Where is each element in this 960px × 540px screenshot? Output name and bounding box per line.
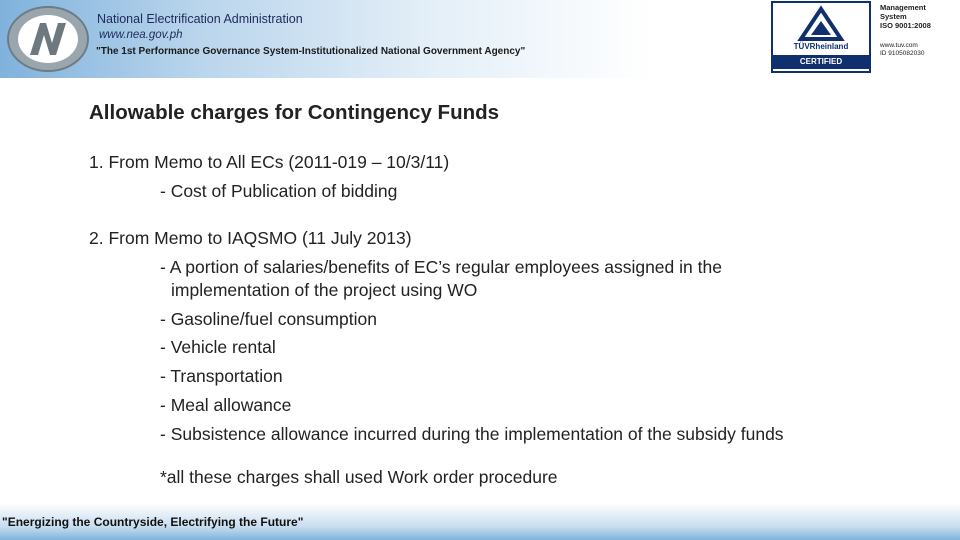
header-banner (0, 0, 960, 78)
item-2-sub-4: - Transportation (160, 366, 283, 386)
iso-info (880, 3, 958, 58)
org-tagline: "The 1st Performance Governance System-Institutionalized National Government Agency" (96, 46, 526, 57)
tuv-site: www.tuv.com (880, 42, 918, 49)
iso-standard: ISO 9001:2008 (880, 21, 931, 30)
tuv-brand: TÜVRheinland (793, 42, 849, 51)
footer-slogan: "Energizing the Countryside, Electrifying the Future" (2, 515, 304, 529)
tuv-certification-badge (771, 1, 871, 73)
item-2-sub-2: - Gasoline/fuel consumption (160, 309, 377, 329)
item-2-sub-6: - Subsistence allowance incurred during the implementation of the subsidy funds (160, 424, 784, 444)
org-name: National Electrification Administration (97, 12, 303, 26)
item-2-sub-1-cont: implementation of the project using WO (171, 280, 478, 300)
item-2-sub-3: - Vehicle rental (160, 337, 276, 357)
certified-label: CERTIFIED (773, 55, 869, 69)
item-1-sub-1: - Cost of Publication of bidding (160, 181, 398, 201)
item-2-sub-5: - Meal allowance (160, 395, 292, 415)
tuv-triangle-icon (773, 5, 869, 43)
iso-system: System (880, 12, 907, 21)
item-2: 2. From Memo to IAQSMO (11 July 2013) (89, 228, 412, 248)
item-2-sub-1: - A portion of salaries/benefits of EC’s regular employees assigned in the (160, 257, 722, 277)
nea-logo-icon (6, 5, 90, 73)
org-url: www.nea.gov.ph (99, 29, 183, 41)
item-1: 1. From Memo to All ECs (2011-019 – 10/3/11) (89, 152, 450, 172)
procedure-note: *all these charges shall used Work order procedure (160, 467, 558, 487)
slide-title: Allowable charges for Contingency Funds (89, 101, 500, 124)
tuv-id: ID 9105082030 (880, 50, 925, 57)
iso-management: Management (880, 3, 926, 12)
